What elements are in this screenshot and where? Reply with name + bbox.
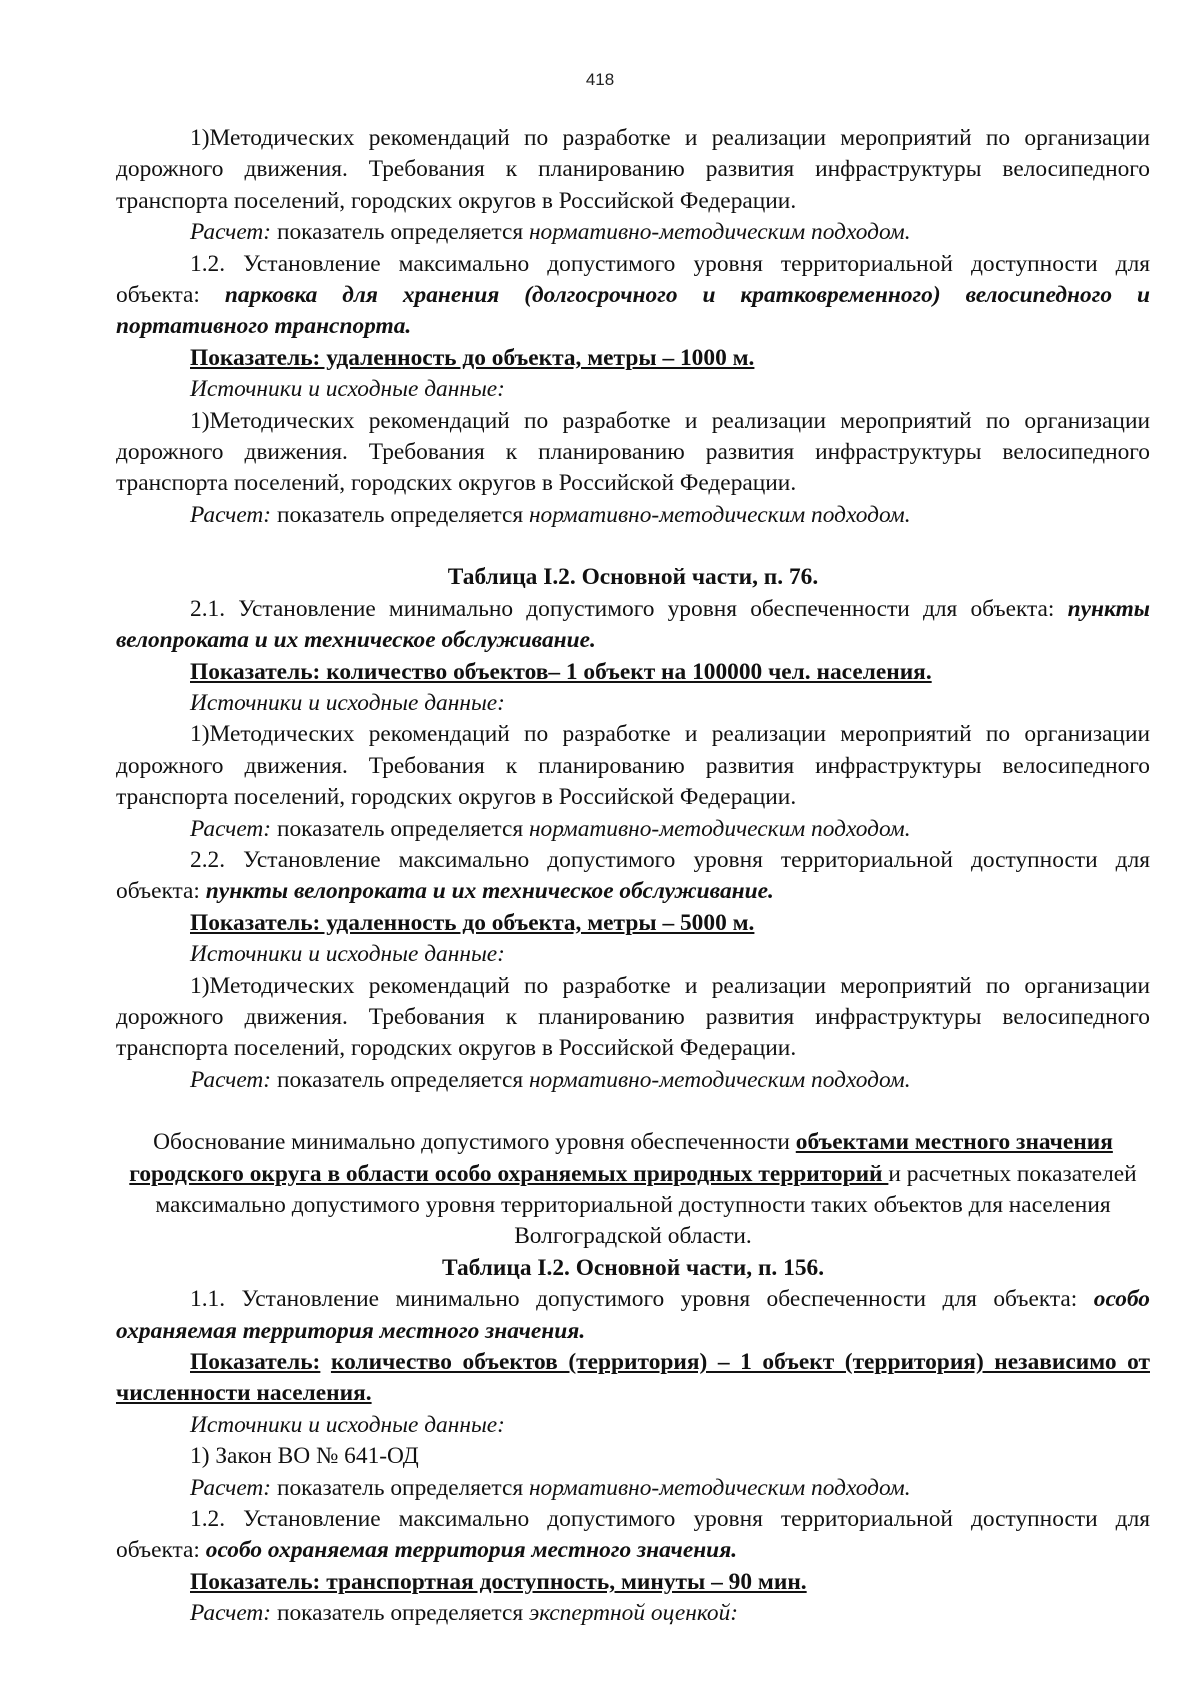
justification-part2: объектами местного значения городского округа в области особо охраняемых природных территорий [129,1129,1113,1187]
calc-method: нормативно-методическим подходом. [528,219,911,246]
calc-text: показатель определяется [271,1066,529,1093]
calc-method: нормативно-методическим подходом. [528,815,911,842]
calculation-line [116,217,1150,248]
calc-label: Расчет: [190,1474,272,1501]
calc-method: нормативно-методическим подходом. [528,1066,911,1093]
justification-part1: Обоснование минимально допустимого уровня обеспеченности [153,1129,796,1156]
item-intro: 2.2. Установление максимально допустимого уровня территориальной доступности для объекта: [116,846,1150,905]
indicator-line: Показатель: транспортная доступность, минуты – 90 мин. [190,1568,807,1595]
calc-label: Расчет: [190,1600,272,1627]
calc-method: нормативно-методическим подходом. [528,501,911,528]
table-heading: Таблица I.2. Основной части, п. 76. [447,564,819,591]
item-object: пункты велопроката и их техническое обслуживание. [205,878,774,905]
indicator-line: Показатель: удаленность до объекта, метры – 1000 м. [190,344,755,371]
item-intro: 1.2. Установление максимально допустимого уровня территориальной доступности для объекта: [116,1506,1150,1564]
calc-label: Расчет: [190,219,272,246]
item-1-1-paragraph [116,1284,1150,1347]
item-2-2-paragraph [116,845,1150,908]
calculation-line [116,1473,1150,1504]
calc-text: показатель определяется [271,815,529,842]
calculation-line [116,814,1150,845]
source-paragraph: 1)Методических рекомендаций по разработке и реализации мероприятий по организации дорожного движения. Требования к планированию развития инфраструктуры велосипедного транспорта поселений, городских округов в Российской Федерации. [116,721,1150,811]
sources-label: Источники и исходные данные: [190,941,505,968]
calculation-line [116,1065,1150,1096]
calculation-line [116,1598,1150,1629]
indicator-label: Показатель: [190,1349,321,1376]
calc-text: показатель определяется [271,1474,529,1501]
page-number: 418 [585,70,615,89]
source-paragraph: 1)Методических рекомендаций по разработке и реализации мероприятий по организации дорожного движения. Требования к планированию развития инфраструктуры велосипедного транспорта поселений, городских округов в Российской Федерации. [116,407,1150,497]
calc-method: нормативно-методическим подходом. [528,1474,911,1501]
item-object: пункты велопроката и их техническое обслуживание. [116,595,1150,654]
indicator-space [320,1349,331,1375]
calc-label: Расчет: [190,1066,272,1093]
sources-label: Источники и исходные данные: [190,376,505,403]
calc-label: Расчет: [190,815,272,842]
source-paragraph: 1)Методических рекомендаций по разработке и реализации мероприятий по организации дорожного движения. Требования к планированию развития инфраструктуры велосипедного транспорта поселений, городских округов в Российской Федерации. [116,125,1150,214]
item-intro: 1.1. Установление минимально допустимого уровня обеспеченности для объекта: [190,1286,1094,1313]
item-intro: 2.1. Установление минимально допустимого уровня обеспеченности для объекта: [190,595,1068,622]
document-body [116,123,1150,1630]
item-object: особо охраняемая территория местного значения. [205,1537,738,1564]
calc-text: показатель определяется [271,219,529,246]
item-1-2-paragraph [116,249,1150,343]
item-intro: 1.2. Установление максимально допустимого уровня территориальной доступности для объекта: [116,250,1150,309]
sources-label: Источники и исходные данные: [190,689,505,716]
justification-part3: и расчетных показателей максимально допустимого уровня территориальной доступности таких объектов для населения Волгоградской области. [155,1160,1137,1250]
indicator-line: Показатель: количество объектов– 1 объект на 100000 чел. населения. [190,658,932,685]
source-paragraph: 1)Методических рекомендаций по разработке и реализации мероприятий по организации дорожного движения. Требования к планированию развития инфраструктуры велосипедного транспорта поселений, городских округов в Российской Федерации. [116,972,1150,1062]
calc-method: экспертной оценкой: [528,1600,739,1627]
justification-paragraph [116,1127,1150,1253]
item-object: парковка для хранения (долгосрочного и кратковременного) велосипедного и портативного транспорта. [116,282,1150,340]
item-1-2-paragraph [116,1504,1150,1567]
indicator-line: Показатель: удаленность до объекта, метры – 5000 м. [190,909,755,936]
calc-text: показатель определяется [271,1600,529,1627]
indicator-line [116,1347,1150,1410]
calculation-line [116,500,1150,531]
item-object: особо охраняемая территория местного значения. [116,1286,1150,1344]
calc-label: Расчет: [190,501,272,528]
indicator-value: количество объектов (территория) – 1 объект (территория) независимо от численности населения. [116,1349,1150,1407]
item-2-1-paragraph [116,594,1150,657]
sources-label: Источники и исходные данные: [190,1411,505,1438]
calc-text: показатель определяется [271,501,529,528]
spacer [116,531,1150,562]
spacer [116,1096,1150,1127]
source-law: 1) Закон ВО № 641-ОД [190,1443,419,1470]
table-heading: Таблица I.2. Основной части, п. 156. [441,1254,825,1281]
